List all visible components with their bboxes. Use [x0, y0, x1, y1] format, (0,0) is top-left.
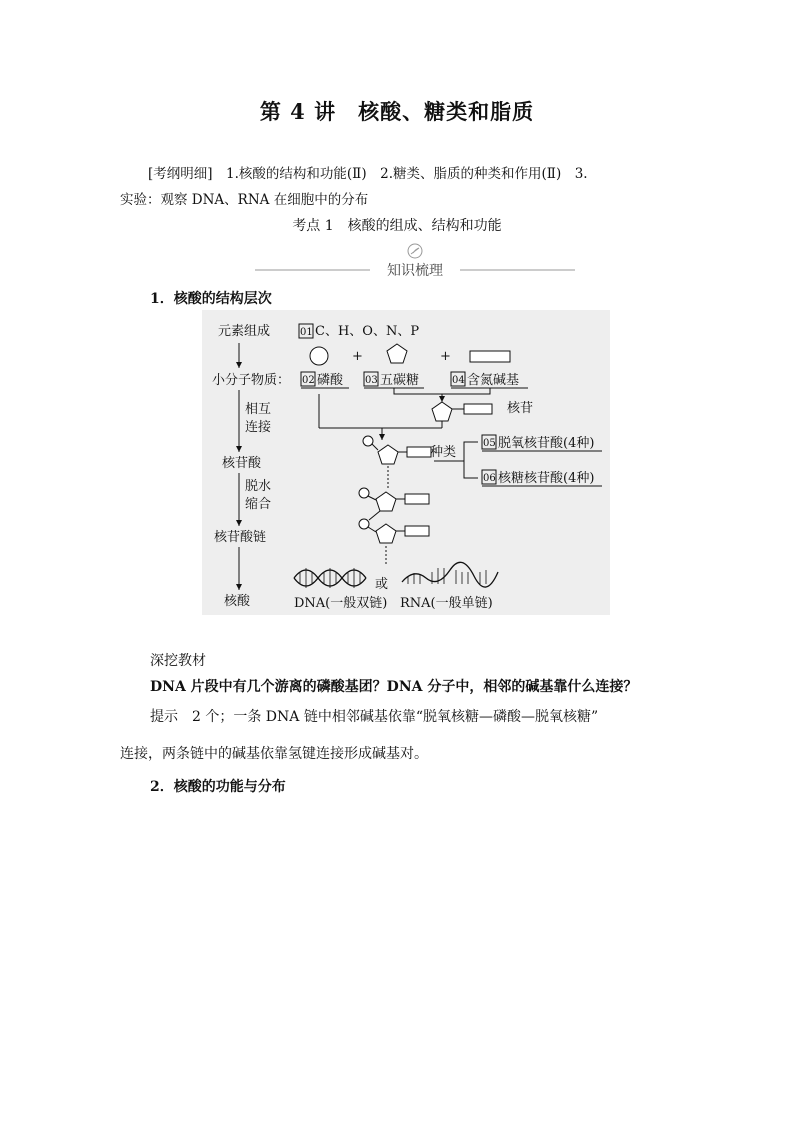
step-dehydration-1: 脱水	[245, 479, 272, 494]
pentose-shape-icon	[387, 344, 407, 363]
dna-double-helix-icon	[294, 568, 366, 588]
rna-single-strand-icon	[402, 562, 498, 587]
elements-list: C、H、O、N、P	[315, 324, 420, 339]
nucleotide-chain-icon	[359, 488, 429, 543]
kaodian-heading: 考点 1 核酸的组成、结构和功能	[292, 218, 502, 234]
level-nucleotide-chain: 核苷酸链	[214, 530, 267, 545]
nucleoside-label: 核苷	[507, 401, 534, 416]
step-dehydration-2: 缩合	[245, 497, 272, 512]
pentose-label: 五碳糖	[380, 373, 420, 388]
knowledge-divider	[255, 243, 575, 283]
ribo-nucleotide-label: 核糖核苷酸(4种)	[498, 471, 595, 486]
syllabus-outline-line1: [考纲明细] 1.核酸的结构和功能(Ⅱ) 2.糖类、脂质的种类和作用(Ⅱ) 3.	[148, 166, 588, 182]
plus-sign-1: +	[352, 349, 363, 364]
deoxy-nucleotide-label: 脱氧核苷酸(4种)	[498, 436, 595, 451]
num-05: 05	[483, 438, 496, 449]
or-label: 或	[375, 577, 389, 592]
level-nucleic-acid: 核酸	[224, 594, 251, 609]
leaf-icon	[408, 244, 422, 258]
num-01: 01	[300, 327, 313, 338]
syllabus-outline-line2: 实验：观察 DNA、RNA 在细胞中的分布	[120, 192, 369, 208]
hint-line-2: 连接，两条链中的碱基依靠氢键连接形成碱基对。	[120, 746, 428, 762]
plus-sign-2: +	[440, 349, 451, 364]
dna-label: DNA(一般双链)	[294, 596, 388, 611]
num-06: 06	[483, 473, 496, 484]
nucleoside-base-icon	[464, 404, 492, 414]
section-1-heading: 1．核酸的结构层次	[150, 291, 272, 307]
num-02: 02	[302, 375, 315, 386]
level-nucleotide: 核苷酸	[222, 456, 262, 471]
rna-label: RNA(一般单链)	[400, 596, 493, 611]
nucleoside-bracket	[394, 388, 490, 394]
num-04: 04	[452, 375, 465, 386]
base-label: 含氮碱基	[467, 373, 520, 388]
level-small-molecules: 小分子物质：	[212, 373, 291, 388]
deep-question: DNA 片段中有几个游离的磷酸基团？DNA 分子中，相邻的碱基靠什么连接？	[150, 679, 638, 695]
deep-textbook-title: 深挖教材	[150, 653, 206, 669]
step-link-1: 相互	[245, 402, 272, 417]
level-elements: 元素组成	[218, 324, 271, 339]
nucleic-acid-structure-diagram	[202, 310, 610, 615]
page-title: 第 4 讲 核酸、糖类和脂质	[259, 99, 535, 124]
num-03: 03	[365, 375, 378, 386]
kinds-label: 种类	[430, 445, 457, 460]
nucleotide-icon	[363, 436, 431, 464]
divider-label: 知识梳理	[387, 263, 443, 279]
section-2-heading: 2．核酸的功能与分布	[150, 779, 286, 795]
step-link-2: 连接	[245, 420, 272, 435]
kinds-bracket	[464, 442, 478, 478]
nucleoside-pentose-icon	[432, 402, 452, 421]
base-shape-icon	[470, 351, 510, 362]
hint-line-1: 提示 2 个；一条 DNA 链中相邻碱基依靠“脱氧核糖—磷酸—脱氧核糖”	[150, 709, 599, 725]
phosphate-shape-icon	[310, 347, 328, 365]
phosphate-label: 磷酸	[317, 373, 344, 388]
